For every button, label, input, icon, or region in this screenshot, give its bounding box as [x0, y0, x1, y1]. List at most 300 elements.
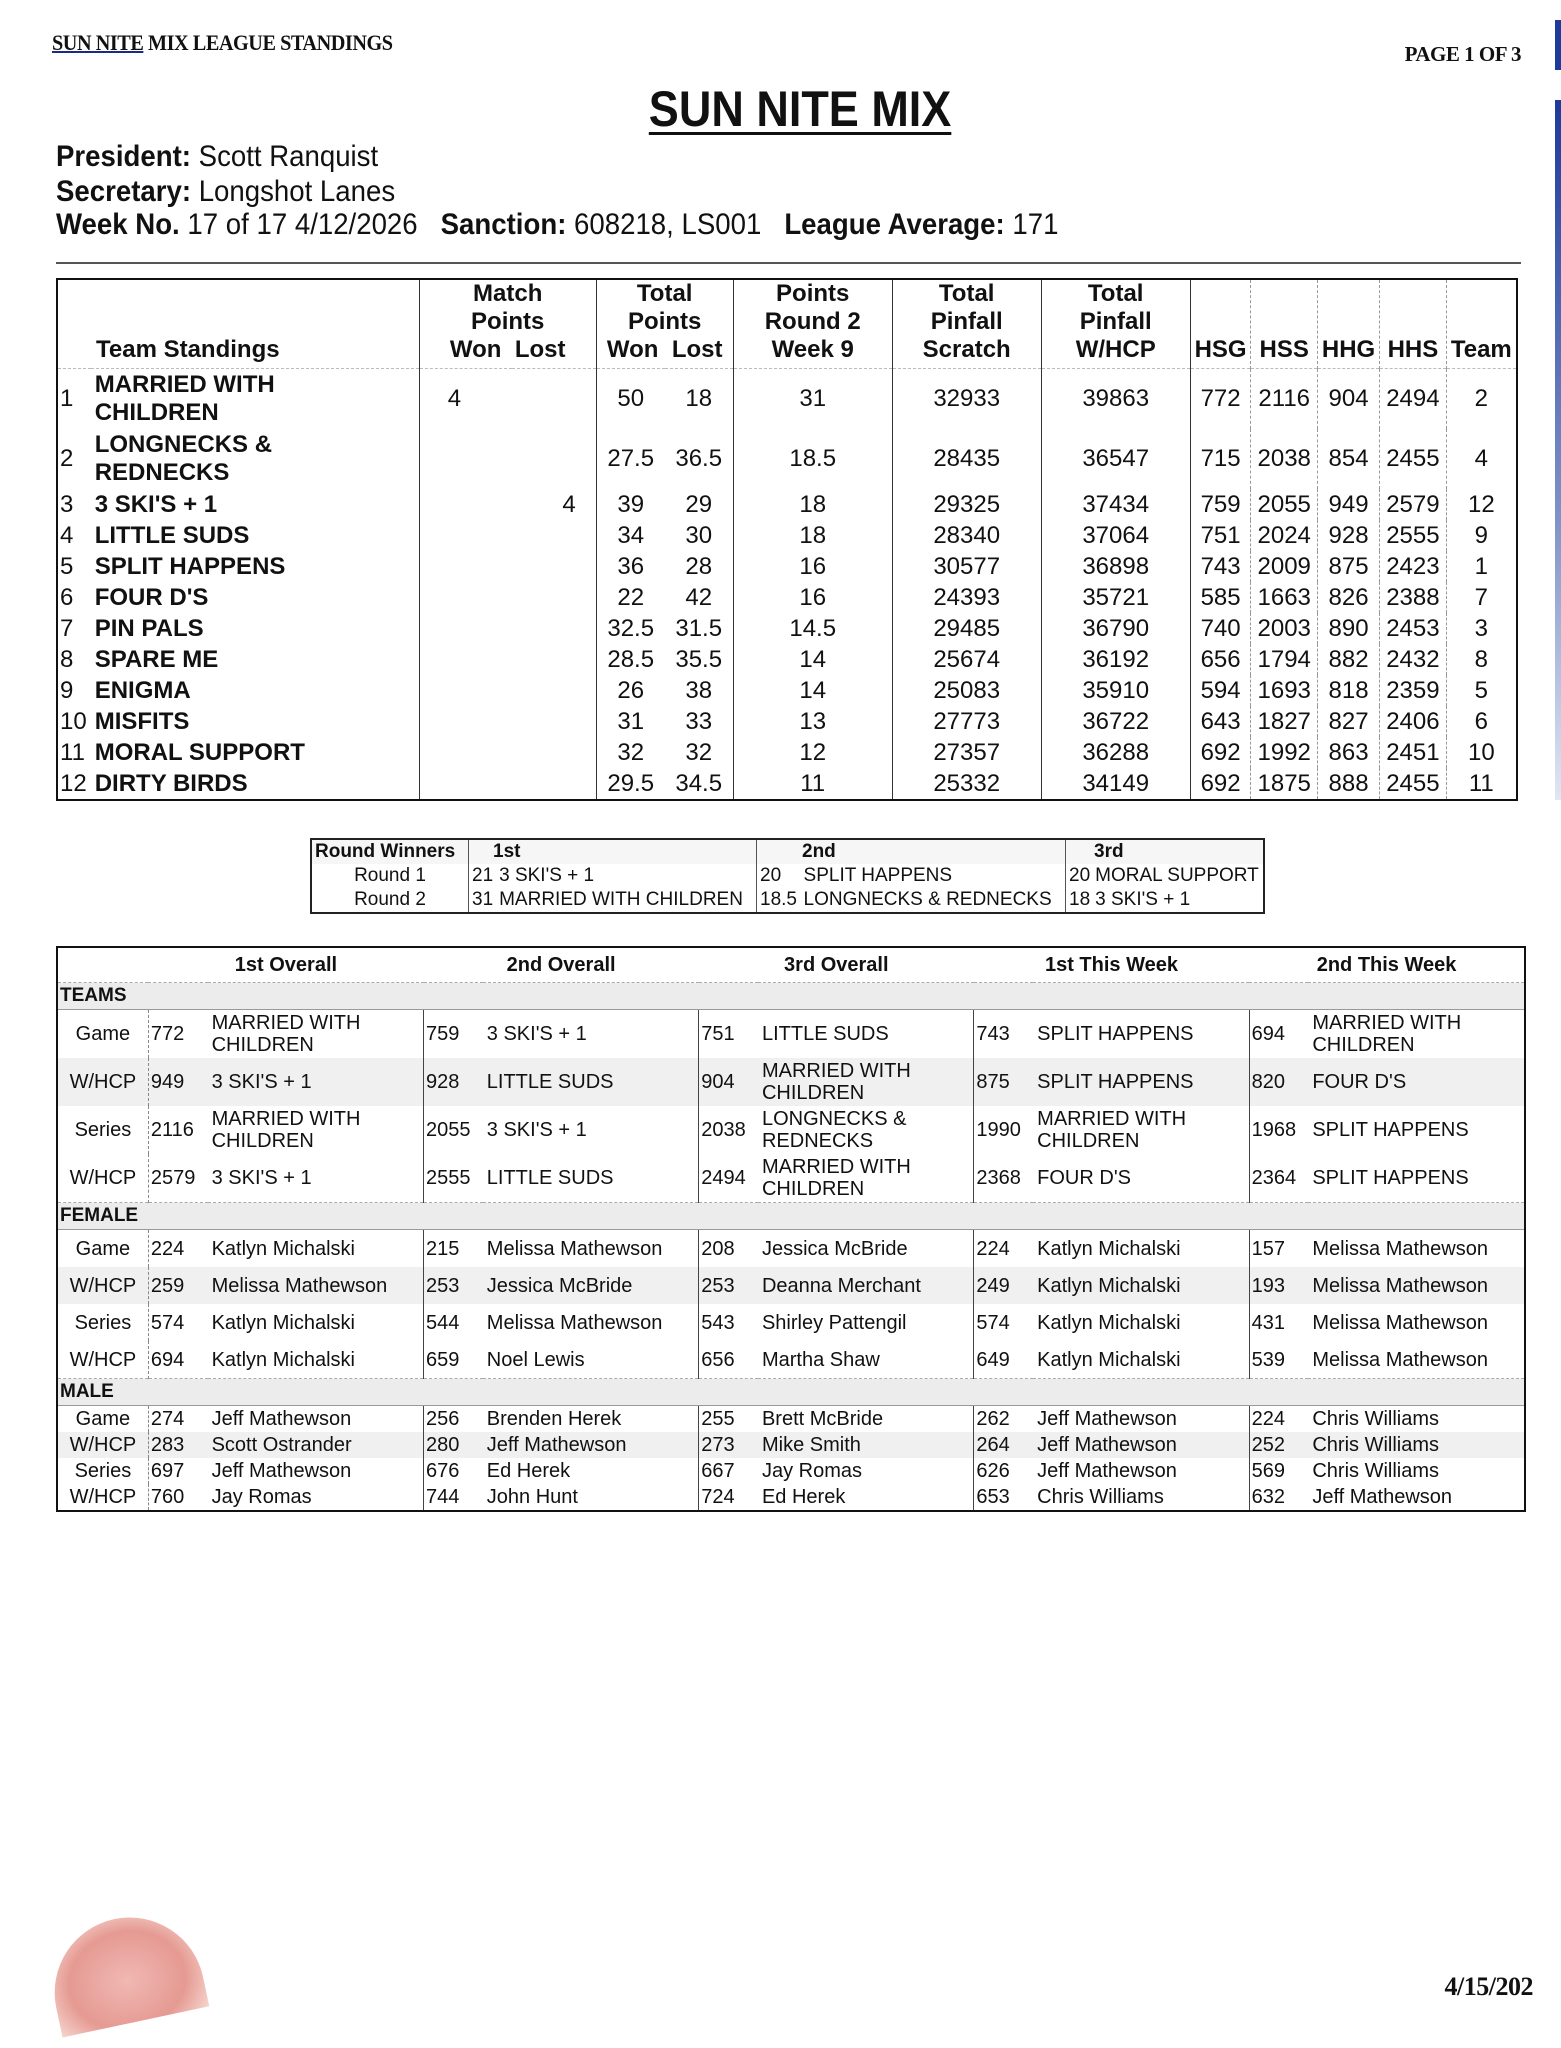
score-value: 2579 — [148, 1154, 207, 1203]
points-round: 16 — [733, 551, 892, 582]
score-value: 1968 — [1249, 1106, 1308, 1154]
points-round: 14 — [733, 644, 892, 675]
winner-points: 18 — [1066, 888, 1093, 913]
score-value: 574 — [148, 1304, 207, 1341]
pinfall-scratch: 32933 — [892, 369, 1041, 430]
score-type-label: W/HCP — [57, 1432, 148, 1458]
standings-row — [57, 429, 1517, 489]
total-points-lost: 28 — [685, 552, 713, 580]
points-round: 18 — [733, 489, 892, 520]
hss: 2009 — [1251, 551, 1318, 582]
col-points-round — [733, 279, 892, 369]
points-round: 13 — [733, 706, 892, 737]
header-text: Lost — [514, 336, 566, 363]
score-value: 280 — [424, 1432, 483, 1458]
score-holder: Jeff Mathewson — [1312, 1486, 1453, 1508]
header-text: W/HCP — [1075, 336, 1156, 363]
section-label: FEMALE — [57, 1203, 1525, 1230]
pinfall-scratch: 29325 — [892, 489, 1041, 520]
team-name — [91, 369, 420, 430]
score-type-label: Series — [74, 1460, 132, 1482]
score-holder: LITTLE SUDS — [761, 1023, 889, 1045]
team-name — [91, 429, 420, 489]
match-points-lost — [512, 613, 597, 644]
hhs: 2388 — [1380, 582, 1447, 613]
header-text: Total — [938, 280, 995, 307]
team-number: 7 — [1446, 582, 1517, 613]
team-name: ENIGMA — [94, 676, 191, 704]
hsg: 692 — [1190, 737, 1251, 768]
header-text: Pinfall — [930, 308, 1003, 335]
high-score-row — [57, 1341, 1525, 1379]
score-value: 649 — [974, 1341, 1033, 1379]
secretary-label: Secretary: — [56, 175, 192, 208]
match-points-lost — [512, 551, 597, 582]
score-value: 253 — [424, 1267, 483, 1304]
section-label: MALE — [57, 1379, 1525, 1406]
standings-row — [57, 520, 1517, 551]
president-label: President: — [56, 140, 191, 173]
high-score-row — [57, 1106, 1525, 1154]
col-hsg: HSG — [1190, 279, 1251, 369]
winner-points: 18.5 — [757, 888, 801, 913]
team-number: 4 — [1446, 429, 1517, 489]
score-value: 760 — [148, 1484, 207, 1511]
match-points-won — [419, 582, 512, 613]
score-type-label: Series — [74, 1119, 132, 1141]
header-text: Total — [636, 280, 693, 307]
team-number: 3 — [1446, 613, 1517, 644]
score-value: 544 — [424, 1304, 483, 1341]
round-winners-header — [311, 839, 1264, 864]
col-pinfall-scratch — [892, 279, 1041, 369]
rank: 7 — [60, 614, 74, 642]
col-match-points — [419, 279, 596, 369]
hss: 2024 — [1251, 520, 1318, 551]
score-holder: 3 SKI'S + 1 — [486, 1119, 587, 1141]
section-row-teams — [57, 983, 1525, 1010]
team-name: FOUR D'S — [94, 583, 209, 611]
score-holder: LITTLE SUDS — [486, 1167, 614, 1189]
total-points-won: 22 — [596, 582, 665, 613]
score-holder: LITTLE SUDS — [483, 1058, 699, 1106]
rank: 8 — [60, 645, 74, 673]
hhs: 2494 — [1380, 369, 1447, 430]
col-3rd: 3rd — [1066, 839, 1264, 864]
secretary-value: Longshot Lanes — [198, 175, 396, 208]
hss: 1794 — [1251, 644, 1318, 675]
score-value: 574 — [974, 1304, 1033, 1341]
pinfall-whcp: 37064 — [1041, 520, 1190, 551]
rank: 9 — [60, 676, 74, 704]
hhs: 2579 — [1380, 489, 1447, 520]
col-team-number: Team — [1446, 279, 1517, 369]
hsg: 656 — [1190, 644, 1251, 675]
score-holder: Scott Ostrander — [208, 1432, 424, 1458]
score-holder: SPLIT HAPPENS — [1312, 1119, 1469, 1141]
match-points-won — [419, 768, 512, 800]
header-text: Pinfall — [1079, 308, 1152, 335]
hhg: 890 — [1317, 613, 1379, 644]
hss: 1693 — [1251, 675, 1318, 706]
score-holder: Melissa Mathewson — [486, 1237, 663, 1260]
score-holder: Jeff Mathewson — [483, 1432, 699, 1458]
score-holder: Jay Romas — [761, 1460, 862, 1482]
match-points-lost — [512, 768, 597, 800]
header-text: Points — [776, 280, 850, 307]
header-text: Lost — [671, 336, 723, 363]
pinfall-whcp: 36898 — [1041, 551, 1190, 582]
total-points-lost: 30 — [685, 521, 713, 549]
score-value: 2116 — [148, 1106, 207, 1154]
rank: 4 — [60, 521, 74, 549]
match-points-lost: 4 — [562, 490, 576, 518]
match-points-lost — [512, 675, 597, 706]
hhs: 2451 — [1380, 737, 1447, 768]
hhg: 826 — [1317, 582, 1379, 613]
total-points-won: 32 — [596, 737, 665, 768]
week-label: Week No. — [56, 208, 180, 241]
score-value: 431 — [1249, 1304, 1308, 1341]
col-2nd: 2nd — [757, 839, 1066, 864]
score-holder: Jessica McBride — [483, 1267, 699, 1304]
score-value: 259 — [148, 1267, 207, 1304]
pinfall-scratch: 25332 — [892, 768, 1041, 800]
match-points-won — [419, 489, 512, 520]
total-points-lost: 31.5 — [675, 614, 723, 642]
score-value: 2555 — [424, 1154, 483, 1203]
hhs: 2359 — [1380, 675, 1447, 706]
team-number: 11 — [1446, 768, 1517, 800]
score-holder: Deanna Merchant — [758, 1267, 974, 1304]
score-holder: SPLIT HAPPENS — [1033, 1058, 1249, 1106]
score-holder: Jeff Mathewson — [1037, 1460, 1177, 1482]
score-value: 569 — [1249, 1458, 1308, 1484]
round-label: Round 1 — [354, 865, 426, 886]
header-text: Won — [449, 336, 502, 363]
hhs: 2406 — [1380, 706, 1447, 737]
score-holder: Melissa Mathewson — [208, 1267, 424, 1304]
hsg: 715 — [1190, 429, 1251, 489]
score-value: 252 — [1249, 1432, 1308, 1458]
match-points-lost — [512, 737, 597, 768]
score-holder: Mike Smith — [758, 1432, 974, 1458]
standings-row — [57, 644, 1517, 675]
hsg: 585 — [1190, 582, 1251, 613]
total-points-lost: 18 — [685, 385, 713, 412]
total-points-won: 36 — [596, 551, 665, 582]
score-holder: 3 SKI'S + 1 — [208, 1058, 424, 1106]
team-name: DIRTY BIRDS — [94, 769, 248, 797]
score-value: 256 — [424, 1406, 483, 1433]
high-score-row — [57, 1458, 1525, 1484]
score-value: 2494 — [699, 1154, 758, 1203]
score-value: 904 — [699, 1058, 758, 1106]
score-holder: SPLIT HAPPENS — [1037, 1023, 1194, 1045]
score-value: 224 — [974, 1230, 1033, 1268]
team-number: 2 — [1446, 369, 1517, 430]
score-holder: Melissa Mathewson — [486, 1311, 663, 1334]
standings-row — [57, 613, 1517, 644]
standings-row — [57, 369, 1517, 430]
score-holder: MARRIED WITH CHILDREN — [761, 1156, 911, 1200]
col-pinfall-whcp — [1041, 279, 1190, 369]
team-number: 6 — [1446, 706, 1517, 737]
high-score-row — [57, 1058, 1525, 1106]
hsg: 772 — [1190, 369, 1251, 430]
score-holder: FOUR D'S — [1037, 1167, 1131, 1189]
round-winners-table — [310, 838, 1265, 914]
round-winners-title: Round Winners — [315, 841, 456, 862]
total-points-lost: 32 — [685, 738, 713, 766]
match-points-won — [419, 520, 512, 551]
header-rest-text: MIX LEAGUE STANDINGS — [143, 30, 393, 55]
header-underlined-text: SUN NITE — [52, 30, 144, 55]
standings-row — [57, 768, 1517, 800]
sanction-label: Sanction: — [440, 208, 567, 241]
hhg: 827 — [1317, 706, 1379, 737]
score-value: 273 — [699, 1432, 758, 1458]
document-header-title — [52, 30, 393, 56]
header-text: Match — [473, 280, 543, 307]
score-value: 2364 — [1249, 1154, 1308, 1203]
score-value: 744 — [424, 1484, 483, 1511]
page-number: PAGE 1 OF 3 — [1404, 42, 1521, 66]
score-value: 820 — [1249, 1058, 1308, 1106]
pinfall-scratch: 30577 — [892, 551, 1041, 582]
pinfall-scratch: 25083 — [892, 675, 1041, 706]
score-holder: Katlyn Michalski — [211, 1237, 355, 1260]
hsg: 743 — [1190, 551, 1251, 582]
hhg: 888 — [1317, 768, 1379, 800]
total-points-won: 28.5 — [596, 644, 665, 675]
score-value: 653 — [974, 1484, 1033, 1511]
hss: 2003 — [1251, 613, 1318, 644]
rank: 10 — [60, 707, 87, 735]
team-number: 9 — [1446, 520, 1517, 551]
winner-team: SPLIT HAPPENS — [803, 865, 953, 886]
team-standings-table — [56, 278, 1518, 801]
total-points-won: 27.5 — [596, 429, 665, 489]
high-score-row — [57, 1432, 1525, 1458]
pinfall-whcp: 36790 — [1041, 613, 1190, 644]
score-holder: Jessica McBride — [761, 1237, 908, 1260]
team-number: 12 — [1446, 489, 1517, 520]
hsg: 751 — [1190, 520, 1251, 551]
match-points-lost — [512, 644, 597, 675]
president-value: Scott Ranquist — [198, 140, 379, 173]
hsg: 594 — [1190, 675, 1251, 706]
score-holder: Martha Shaw — [761, 1348, 880, 1371]
score-value: 215 — [424, 1230, 483, 1268]
pinfall-whcp: 35721 — [1041, 582, 1190, 613]
score-holder: Katlyn Michalski — [211, 1348, 355, 1371]
score-holder: Katlyn Michalski — [1037, 1348, 1181, 1371]
score-holder: MARRIED WITH CHILDREN — [1312, 1012, 1462, 1056]
score-value: 255 — [699, 1406, 758, 1433]
team-name: SPARE ME — [94, 645, 219, 673]
col-2nd-overall: 2nd Overall — [506, 954, 616, 976]
hss: 1827 — [1251, 706, 1318, 737]
winner-points: 20 — [1066, 864, 1093, 888]
pinfall-scratch: 29485 — [892, 613, 1041, 644]
points-round: 16 — [733, 582, 892, 613]
team-name: MISFITS — [94, 707, 190, 735]
hsg: 759 — [1190, 489, 1251, 520]
rank: 3 — [60, 490, 74, 518]
score-type-label: W/HCP — [57, 1058, 148, 1106]
pinfall-whcp: 36288 — [1041, 737, 1190, 768]
col-hss: HSS — [1251, 279, 1318, 369]
pinfall-whcp: 36722 — [1041, 706, 1190, 737]
team-number: 1 — [1446, 551, 1517, 582]
score-holder: Jeff Mathewson — [1033, 1432, 1249, 1458]
standings-row — [57, 582, 1517, 613]
high-score-row — [57, 1154, 1525, 1203]
hhg: 854 — [1317, 429, 1379, 489]
score-value: 283 — [148, 1432, 207, 1458]
points-round: 14.5 — [733, 613, 892, 644]
hhs: 2455 — [1380, 429, 1447, 489]
page-title-text: SUN NITE MIX — [648, 81, 952, 137]
hhg: 904 — [1317, 369, 1379, 430]
winner-team: 3 SKI'S + 1 — [499, 865, 595, 886]
round-winner-row — [311, 888, 1264, 913]
week-value: 17 of 17 4/12/2026 — [187, 208, 418, 241]
score-value: 632 — [1249, 1484, 1308, 1511]
score-value: 949 — [148, 1058, 207, 1106]
total-points-won: 29.5 — [596, 768, 665, 800]
page-edge-marker — [1555, 20, 1561, 70]
header-text: Scratch — [922, 336, 1011, 363]
team-name: SPLIT HAPPENS — [94, 552, 286, 580]
score-type-label: W/HCP — [69, 1486, 137, 1508]
score-value: 667 — [699, 1458, 758, 1484]
match-points-won — [419, 429, 512, 489]
score-value: 694 — [148, 1341, 207, 1379]
pinfall-scratch: 27773 — [892, 706, 1041, 737]
team-number: 10 — [1446, 737, 1517, 768]
score-value: 1990 — [974, 1106, 1033, 1154]
match-points-lost — [512, 520, 597, 551]
col-2nd-this-week: 2nd This Week — [1316, 954, 1457, 976]
rank: 6 — [60, 583, 74, 611]
score-holder: Jay Romas — [211, 1486, 312, 1508]
president-line — [56, 140, 378, 174]
score-value: 224 — [148, 1230, 207, 1268]
total-points-lost: 42 — [685, 583, 713, 611]
high-score-row — [57, 1406, 1525, 1433]
score-holder: FOUR D'S — [1308, 1058, 1525, 1106]
score-type-label: W/HCP — [57, 1267, 148, 1304]
match-points-won — [419, 613, 512, 644]
team-name-line1: MARRIED WITH — [94, 371, 275, 398]
hsg: 643 — [1190, 706, 1251, 737]
rank: 5 — [60, 552, 74, 580]
hhs: 2453 — [1380, 613, 1447, 644]
hhg: 818 — [1317, 675, 1379, 706]
round-winner-row — [311, 864, 1264, 888]
score-type-label: Game — [75, 1408, 131, 1430]
score-holder: Melissa Mathewson — [1312, 1237, 1488, 1260]
hss: 1663 — [1251, 582, 1318, 613]
hhs: 2432 — [1380, 644, 1447, 675]
pinfall-whcp: 34149 — [1041, 768, 1190, 800]
points-round: 12 — [733, 737, 892, 768]
score-holder: MARRIED WITH CHILDREN — [1037, 1108, 1187, 1152]
match-points-won — [419, 706, 512, 737]
match-points-won — [419, 675, 512, 706]
pinfall-scratch: 27357 — [892, 737, 1041, 768]
team-name: LITTLE SUDS — [94, 521, 250, 549]
winner-team: 3 SKI'S + 1 — [1095, 889, 1191, 910]
col-3rd-overall: 3rd Overall — [784, 954, 889, 976]
score-value: 193 — [1249, 1267, 1308, 1304]
team-number: 8 — [1446, 644, 1517, 675]
total-points-lost: 34.5 — [675, 769, 723, 797]
score-holder: Melissa Mathewson — [1308, 1267, 1525, 1304]
hhg: 875 — [1317, 551, 1379, 582]
pinfall-scratch: 25674 — [892, 644, 1041, 675]
pinfall-whcp: 35910 — [1041, 675, 1190, 706]
score-type-label: Game — [75, 1023, 131, 1045]
score-value: 656 — [699, 1341, 758, 1379]
score-holder: Shirley Pattengil — [761, 1311, 907, 1334]
hhs: 2555 — [1380, 520, 1447, 551]
total-points-won: 34 — [596, 520, 665, 551]
team-name: 3 SKI'S + 1 — [94, 490, 218, 518]
col-1st: 1st — [469, 839, 757, 864]
total-points-lost: 38 — [685, 676, 713, 704]
hsg: 740 — [1190, 613, 1251, 644]
score-holder: LONGNECKS & REDNECKS — [761, 1108, 907, 1152]
rank: 1 — [60, 385, 74, 412]
total-points-lost: 35.5 — [675, 645, 723, 673]
score-value: 694 — [1249, 1010, 1308, 1059]
standings-row — [57, 706, 1517, 737]
standings-row — [57, 551, 1517, 582]
score-value: 208 — [699, 1230, 758, 1268]
score-holder: Melissa Mathewson — [1312, 1311, 1488, 1334]
score-value: 626 — [974, 1458, 1033, 1484]
hss: 1875 — [1251, 768, 1318, 800]
pinfall-whcp: 39863 — [1041, 369, 1190, 430]
league-average-value: 171 — [1012, 208, 1059, 241]
total-points-lost: 29 — [685, 490, 713, 518]
hsg: 692 — [1190, 768, 1251, 800]
pinfall-whcp: 37434 — [1041, 489, 1190, 520]
rank: 12 — [60, 769, 87, 797]
standings-row — [57, 675, 1517, 706]
score-value: 743 — [974, 1010, 1033, 1059]
high-score-row — [57, 1484, 1525, 1511]
winner-points: 20 — [757, 864, 801, 888]
match-points-lost — [512, 582, 597, 613]
winner-points: 31 — [469, 888, 497, 913]
pinfall-whcp: 36192 — [1041, 644, 1190, 675]
match-points-lost — [512, 706, 597, 737]
score-holder: Katlyn Michalski — [1037, 1311, 1181, 1334]
pinfall-scratch: 28435 — [892, 429, 1041, 489]
score-value: 157 — [1249, 1230, 1308, 1268]
score-holder: Ed Herek — [761, 1486, 846, 1508]
high-scores-table — [56, 946, 1526, 1512]
standings-row — [57, 489, 1517, 520]
score-holder: Jeff Mathewson — [1037, 1408, 1177, 1430]
hhg: 882 — [1317, 644, 1379, 675]
score-value: 539 — [1249, 1341, 1308, 1379]
total-points-won: 31 — [596, 706, 665, 737]
